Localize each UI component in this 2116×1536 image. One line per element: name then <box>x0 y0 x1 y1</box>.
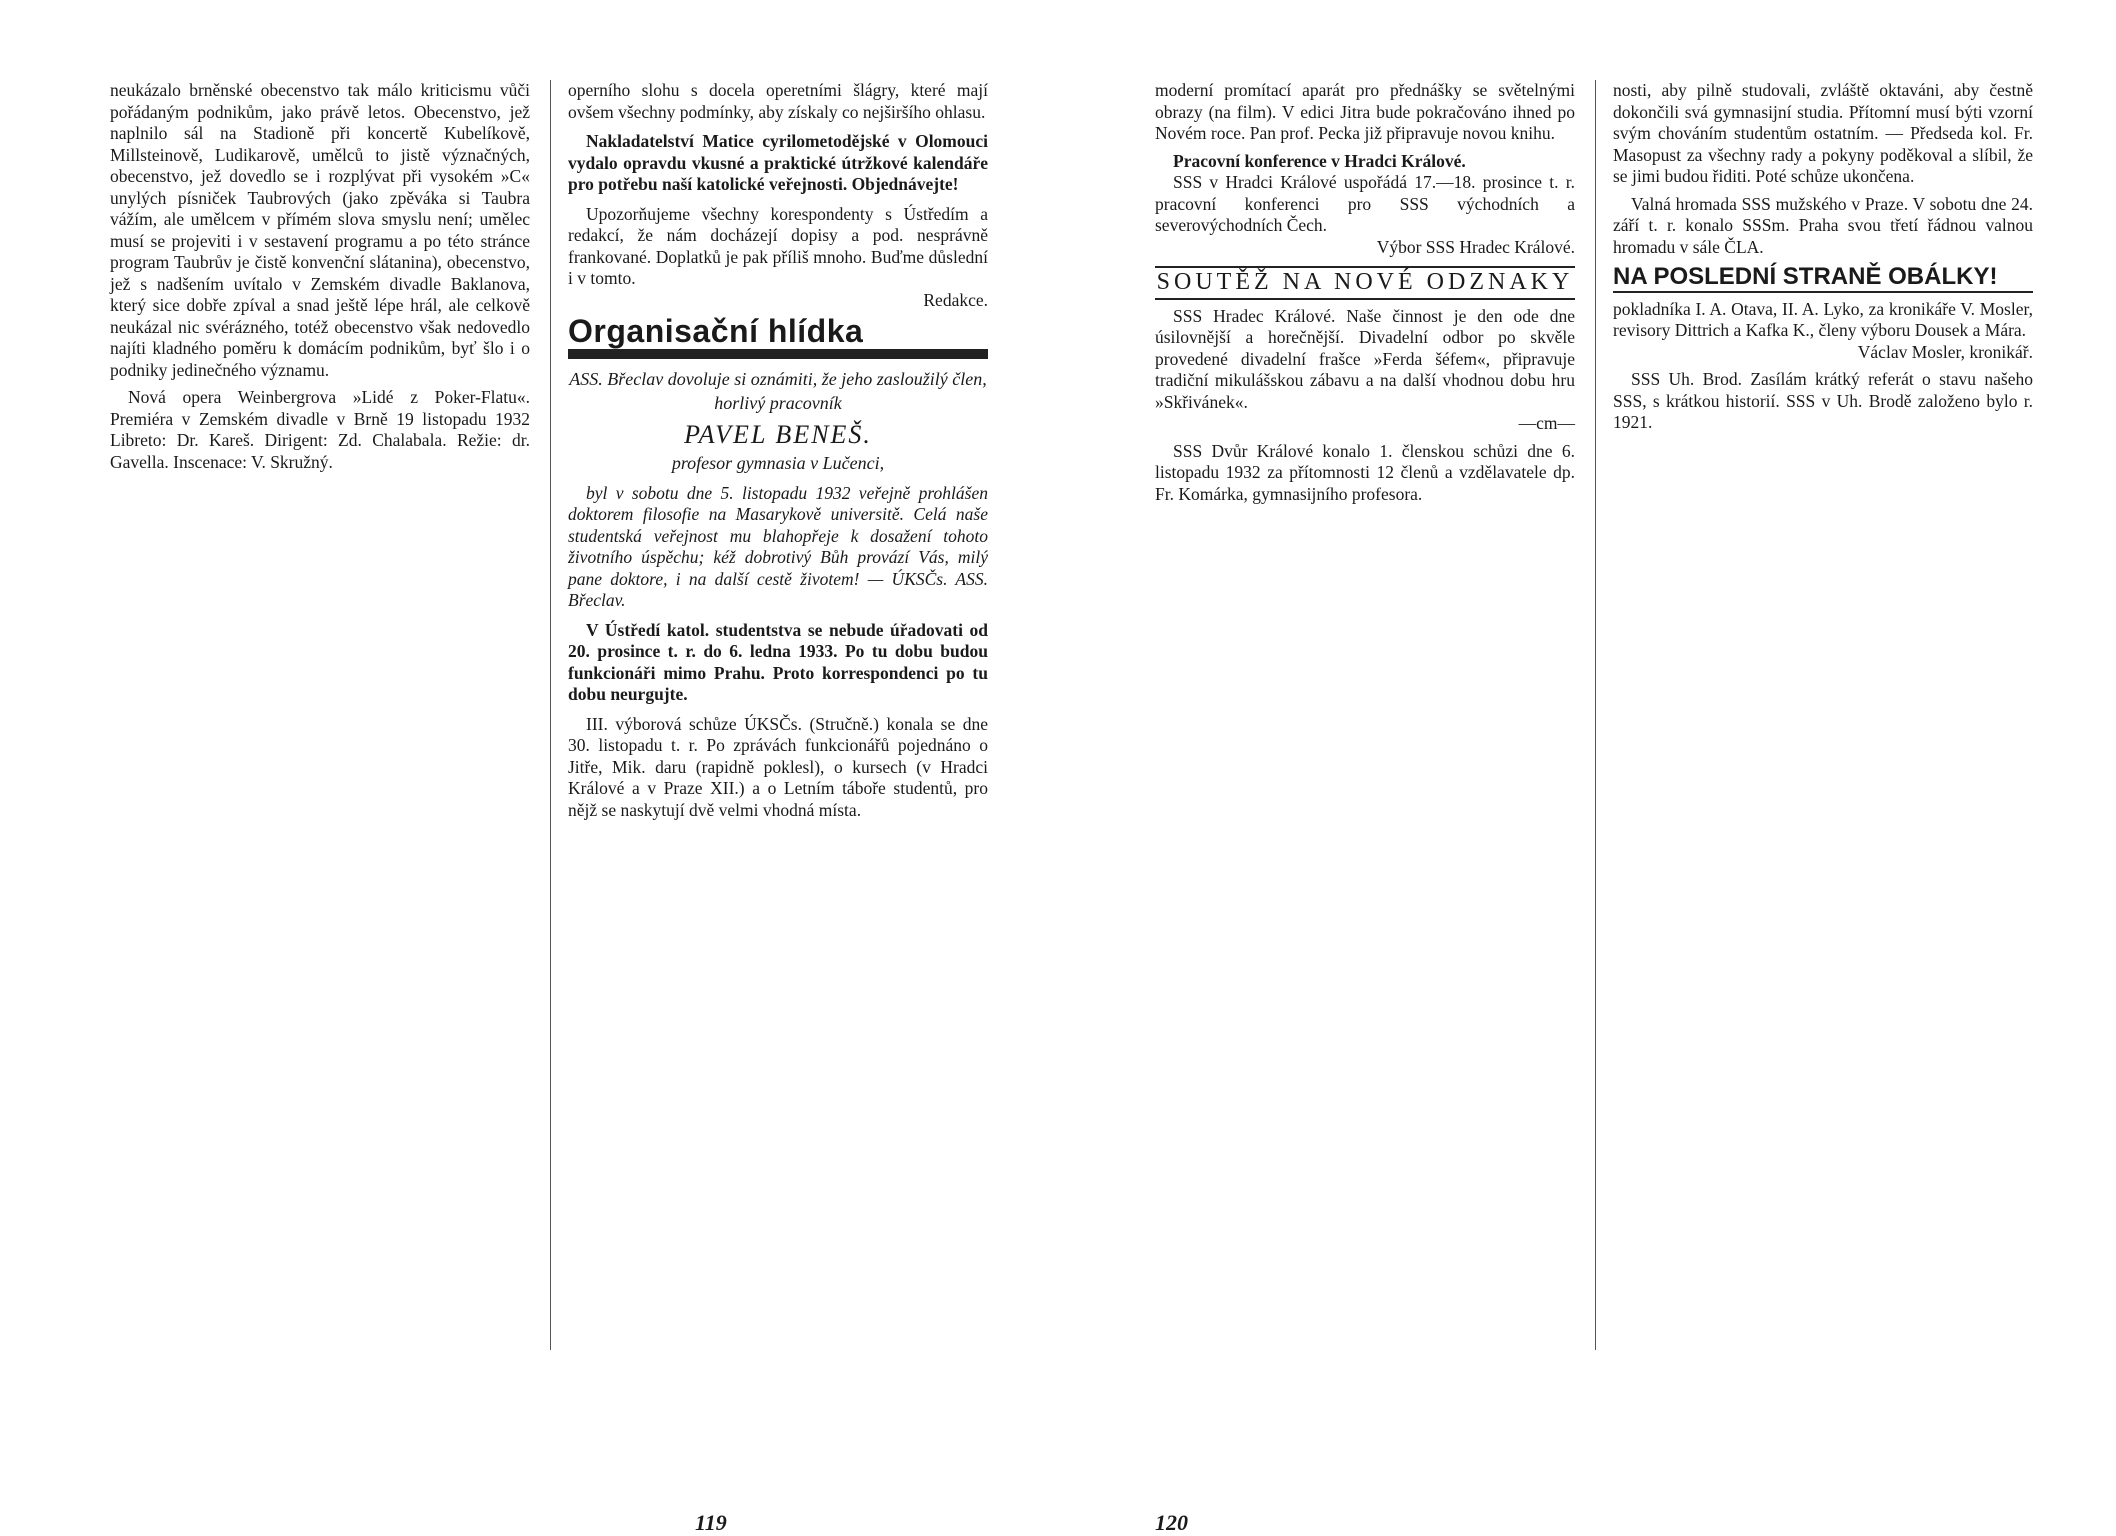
paragraph: operního slohu s docela operetními šlágry, které mají ovšem všechny podmínky, aby získaly co nejširšího ohlasu. <box>568 80 988 122</box>
page-number: 119 <box>695 1510 727 1535</box>
article-hk-head: Pracovní konference v Hradci Králové. <box>1173 150 1466 171</box>
banner-soutez: SOUTĚŽ NA NOVÉ ODZNAKY <box>1155 266 1575 300</box>
paragraph: nosti, aby pilně studovali, zvláště oktaváni, aby čestně dokončili svá gymnasijní studia. Přítomní musí býti vzorní svým chováním studentům ostatním. — Předseda kol. Fr. Masopust za všechny rady a pokyny poděkoval a slíbil, že se jimi budou řiditi. Poté schůze ukončena. <box>1613 80 2033 186</box>
signature-vybor: Výbor SSS Hradec Králové. <box>1376 236 1575 257</box>
right-col-2 <box>1613 80 2033 434</box>
notice-intro: ASS. Břeclav dovoluje si oznámiti, že jeho zasloužilý člen, horlivý pracovník <box>569 368 987 413</box>
article-opera: Nová opera Weinbergrova »Lidé z Poker-Flatu«. Premiéra v Zemském divadle v Brně 19 listopadu 1932 Libreto: Dr. Kareš. Dirigent: Zd. Chalabala. Režie: dr. Gavella. Inscenace: V. Skružný. <box>110 387 530 472</box>
article-dvur: SSS Dvůr Králové konalo 1. členskou schůzi dne 6. listopadu 1932 za přítomnosti 12 členů a vzdělavatele dp. Fr. Komárka, gymnasijního profesora. <box>1155 440 1575 504</box>
signature-mosler: Václav Mosler, kronikář. <box>1857 341 2033 362</box>
notice-name: PAVEL BENEŠ. <box>684 419 872 449</box>
left-col-1 <box>110 80 530 473</box>
article-brod: SSS Uh. Brod. Zasílám krátký referát o stavu našeho SSS, s krátkou historií. SSS v Uh. Brodě založeno bylo r. 1921. <box>1613 369 2033 432</box>
article-valna: Valná hromada SSS mužského v Praze. V sobotu dne 24. září t. r. konalo SSSm. Praha svou třetí řádnou valnou hromadu v sále ČLA. <box>1613 193 2033 257</box>
left-col-2 <box>568 80 988 821</box>
paragraph: moderní promítací aparát pro přednášky se světelnými obrazy (na film). V edici Jitra bude pokračováno ihned po Novém roce. Pan prof. Pecka již připravuje novou knihu. <box>1155 80 1575 143</box>
notice-body: byl v sobotu dne 5. listopadu 1932 veřejně prohlášen doktorem filosofie na Masarykově universitě. Celá naše studentská veřejnost mu blahopřeje k dosažení tohoto životního úspěchu; kéž dobrotivý Bůh provází Vás, milý pane doktore, i na další cestě životem! — ÚKSČs. ASS. Břeclav. <box>568 482 988 610</box>
article-hk: SSS v Hradci Králové uspořádá 17.—18. prosince t. r. pracovní konferenci pro SSS východních a severovýchodních Čech. <box>1155 172 1575 235</box>
column-divider <box>550 80 551 1350</box>
title-bar <box>568 349 988 359</box>
right-col-1 <box>1155 80 1575 505</box>
notice-ustredi: V Ústředí katol. studentstva se nebude úřadovati od 20. prosince t. r. do 6. ledna 1933. Po tu dobu budou funkcionáři mimo Prahu. Proto korrespondenci po tu dobu neurgujte. <box>568 619 988 704</box>
column-divider <box>1595 80 1596 1350</box>
banner-obalka: NA POSLEDNÍ STRANĚ OBÁLKY! <box>1613 266 2033 293</box>
page-number: 120 <box>1155 1510 1188 1535</box>
section-title: Organisační hlídka <box>568 313 864 349</box>
notice-matice: Nakladatelství Matice cyrilometodějské v Olomouci vydalo opravdu vkusné a praktické útržkové kalendáře pro potřebu naší katolické veřejnosti. Objednávejte! <box>568 131 988 194</box>
paragraph: neukázalo brněnské obecenstvo tak málo kriticismu vůči pořádaným podnikům, jako právě letos. Obecenstvo, jež naplnilo sál na Stadioně při koncertě Kubelíkově, Millsteinově, Ludikarově, umělců to jistě význačných, obecenstvo, jež dovedlo se i rozplývat při vysokém »C« unylých písniček Taubrových (jako zpěváka si Taubra vážím, ale umělcem v přímém slova smyslu není; umělec musí se projeviti i v sestavení programu a po této stránce program Taubrův je čistě konvenční slátanina), obecenstvo, jež s nadšením uvítalo v Zemském divadle Baklanova, který sice dobře zpíval a snad ještě lépe hrál, ale celkově neukázal nic svérázného, totéž obecenstvo však nedovedlo najíti kladného poměru k domácím podnikům, byť šlo i o podniky jedinečného významu. <box>110 80 530 380</box>
notice-role: profesor gymnasia v Lučenci, <box>671 452 885 473</box>
article-vyborova: III. výborová schůze ÚKSČs. (Stručně.) konala se dne 30. listopadu t. r. Po zprávách funkcionářů pojednáno o Jitře, Mik. daru (rapidně poklesl), o kursech (v Hradci Králové a v Praze XII.) a o Letním táboře studentů, pro nějž se naskytují dvě velmi vhodná místa. <box>568 713 988 820</box>
paragraph: pokladníka I. A. Otava, II. A. Lyko, za kronikáře V. Mosler, revisory Dittrich a Kafka K., členy výboru Dousek a Mára. <box>1613 298 2033 340</box>
signature-redakce: Redakce. <box>923 289 988 310</box>
article-hk2: SSS Hradec Králové. Naše činnost je den ode dne úsilovnější a horečnější. Divadelní odbor po skvěle provedené divadelní frašce »Ferda šéfem«, připravuje tradiční mikulášskou zábavu a na další vhodnou dobu hru »Skřivánek«. <box>1155 305 1575 412</box>
notice-upozornujeme: Upozorňujeme všechny korespondenty s Ústředím a redakcí, že nám docházejí dopisy a pod. nesprávně frankované. Doplatků je pak příliš mnoho. Buďme důslední i v tomto. <box>568 203 988 288</box>
signature-cm: —cm— <box>1518 413 1575 433</box>
doctorate-notice <box>568 367 988 475</box>
